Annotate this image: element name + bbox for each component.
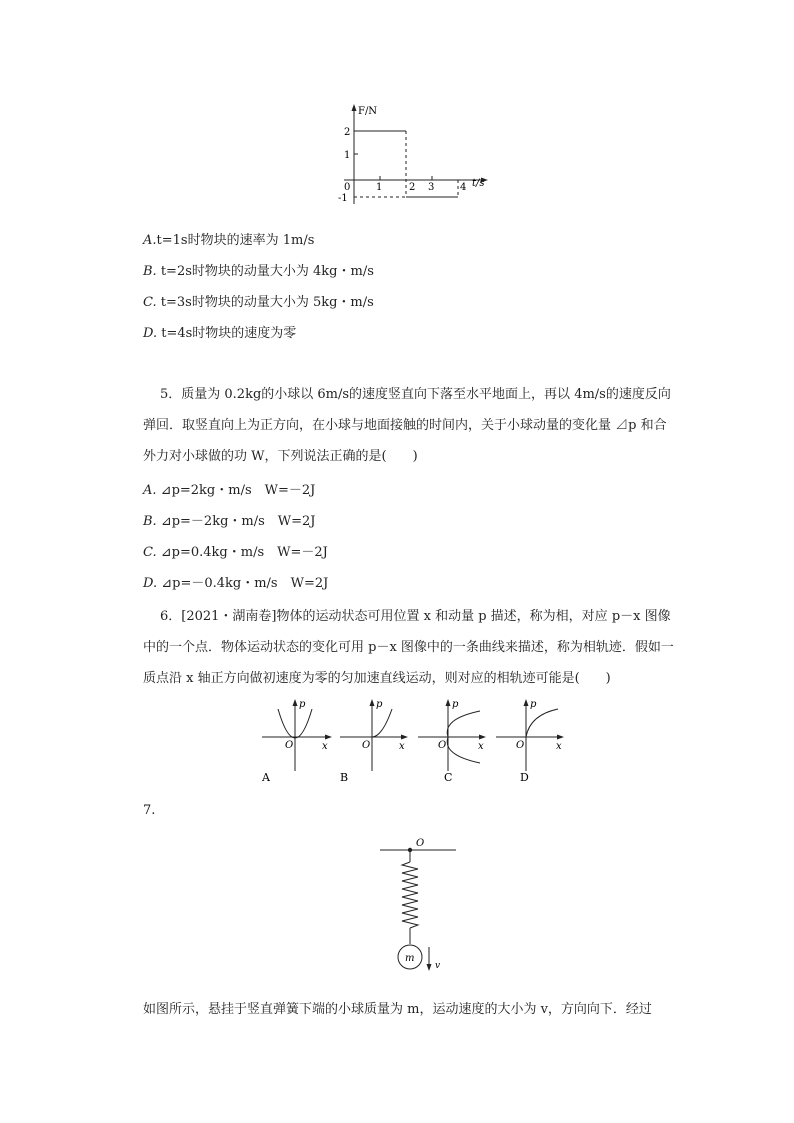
x-tick-label: 3 (428, 182, 435, 193)
q5-stem-line: 5．质量为 0.2kg的小球以 6m/s的速度竖直向下落至水平地面上，再以 4m/s的速度反向 (160, 387, 671, 402)
graph-letter: A (262, 771, 270, 784)
y-tick-label: -1 (338, 193, 348, 204)
option-label: C. (143, 545, 157, 560)
origin-label: O (362, 740, 371, 751)
q6-stem-line: 中的一个点．物体运动状态的变化可用 p－x 图像中的一条曲线来描述，称为相轨迹．假如一 (143, 640, 674, 655)
x-tick-label: 1 (376, 182, 383, 193)
x-label: x (399, 741, 405, 752)
force-time-graph (330, 100, 500, 212)
point-label: O (416, 838, 425, 849)
q4-option-c (143, 291, 374, 310)
option-label: B. (143, 264, 157, 279)
p-label: p (452, 699, 459, 710)
option-label: C. (143, 295, 157, 310)
q5-option-a (143, 479, 315, 498)
p-label: p (376, 699, 383, 710)
q6-stem-line: 质点沿 x 轴正方向做初速度为零的匀加速直线运动，则对应的相轨迹可能是( ) (143, 671, 611, 686)
spring (402, 862, 418, 928)
p-label: p (299, 699, 306, 710)
x-axis-label: t/s (472, 178, 485, 189)
x-tick-label: 0 (344, 182, 351, 193)
option-text: t=4s时物块的速度为零 (161, 326, 297, 341)
q6-stem-line: 6．[2021・湖南卷]物体的运动状态可用位置 x 和动量 p 描述，称为相，对应 p－x 图像 (160, 609, 671, 624)
option-text: ⊿p=－0.4kg・m/s W=2J (161, 576, 329, 591)
option-label: D. (143, 576, 158, 591)
graph-letter: D (520, 771, 529, 784)
graph-a (261, 699, 332, 784)
curve-b (372, 709, 392, 737)
q7-number: 7. (143, 803, 156, 818)
graph-c (418, 699, 486, 784)
q5-option-d (143, 572, 328, 591)
x-tick-label: 4 (460, 182, 467, 193)
p-label: p (530, 699, 537, 710)
option-label: A. (143, 233, 157, 248)
velocity-label: v (435, 961, 441, 971)
graph-d (496, 699, 564, 784)
option-label: D. (143, 326, 158, 341)
option-text: ⊿p=0.4kg・m/s W=－2J (160, 545, 328, 560)
graph-letter: C (444, 771, 453, 784)
origin-label: O (516, 740, 525, 751)
y-tick-label: 1 (344, 150, 351, 161)
curve-d (526, 709, 558, 737)
x-label: x (556, 741, 562, 752)
q4-option-a (143, 229, 314, 248)
q4-option-d (143, 322, 296, 341)
origin-label: O (438, 740, 447, 751)
q7-stem-line: 如图所示，悬挂于竖直弹簧下端的小球质量为 m，运动速度的大小为 v，方向向下．经过 (143, 1002, 652, 1017)
q5-stem-line: 弹回．取竖直向上为正方向，在小球与地面接触的时间内，关于小球动量的变化量 ⊿p 和合 (143, 418, 667, 433)
option-label: A. (143, 483, 157, 498)
spring-mass-figure (376, 836, 466, 976)
y-tick-label: 2 (344, 127, 351, 138)
origin-label: O (285, 740, 294, 751)
graph-b (340, 699, 408, 784)
q5-option-b (143, 510, 316, 529)
option-text: ⊿p=2kg・m/s W=－2J (160, 483, 316, 498)
option-text: t=1s时物块的速率为 1m/s (156, 233, 315, 248)
x-label: x (478, 741, 484, 752)
q4-option-b (143, 260, 374, 279)
graph-letter: B (340, 771, 349, 784)
mass-label: m (405, 953, 415, 964)
option-label: B. (143, 514, 157, 529)
option-text: t=3s时物块的动量大小为 5kg・m/s (160, 295, 374, 310)
x-tick-label: 2 (409, 182, 416, 193)
option-text: ⊿p=－2kg・m/s W=2J (160, 514, 316, 529)
option-text: t=2s时物块的动量大小为 4kg・m/s (160, 264, 374, 279)
phase-trajectory-graphs (258, 695, 588, 787)
y-axis-label: F/N (358, 106, 378, 117)
q5-stem-line: 外力对小球做的功 W，下列说法正确的是( ) (143, 449, 418, 464)
q5-option-c (143, 541, 328, 560)
x-label: x (322, 741, 328, 752)
